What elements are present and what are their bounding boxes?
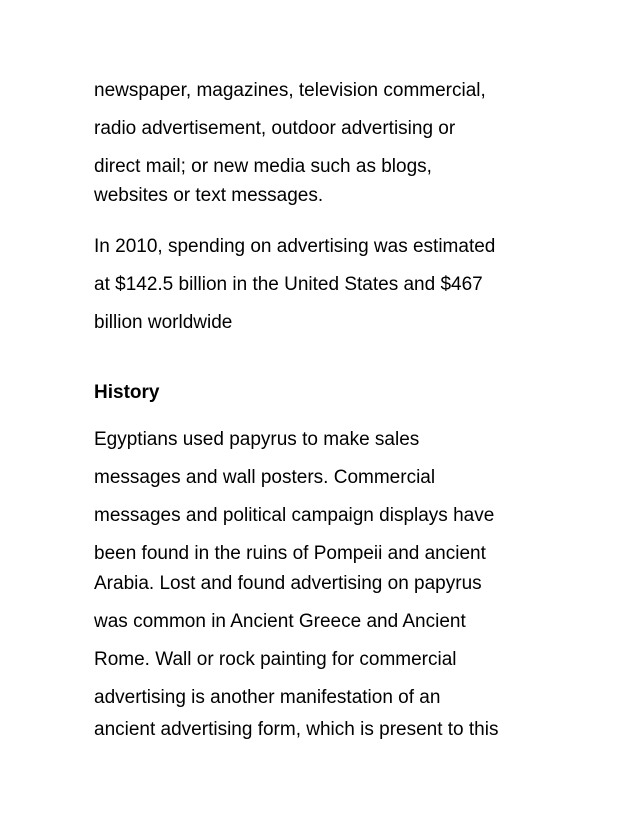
text-line: direct mail; or new media such as blogs, (94, 156, 432, 177)
text-line: websites or text messages. (94, 185, 324, 206)
text-line: at $142.5 billion in the United States and $467 (94, 274, 483, 295)
text-line: Arabia. Lost and found advertising on papyrus (94, 573, 482, 594)
text-line: messages and wall posters. Commercial (94, 467, 436, 488)
text-line: In 2010, spending on advertising was estimated (94, 236, 496, 257)
text-line: billion worldwide (94, 312, 233, 333)
text-line: was common in Ancient Greece and Ancient (94, 611, 466, 632)
text-line: Rome. Wall or rock painting for commercial (94, 649, 457, 670)
text-line: radio advertisement, outdoor advertising or (94, 118, 456, 139)
text-line: advertising is another manifestation of an (94, 687, 441, 708)
text-line: messages and political campaign displays have (94, 505, 495, 526)
text-line: newspaper, magazines, television commercial, (94, 80, 486, 101)
section-heading: History (94, 382, 160, 403)
text-line: ancient advertising form, which is present to this (94, 719, 499, 740)
text-line: been found in the ruins of Pompeii and ancient (94, 543, 486, 564)
text-line: Egyptians used papyrus to make sales (94, 429, 420, 450)
